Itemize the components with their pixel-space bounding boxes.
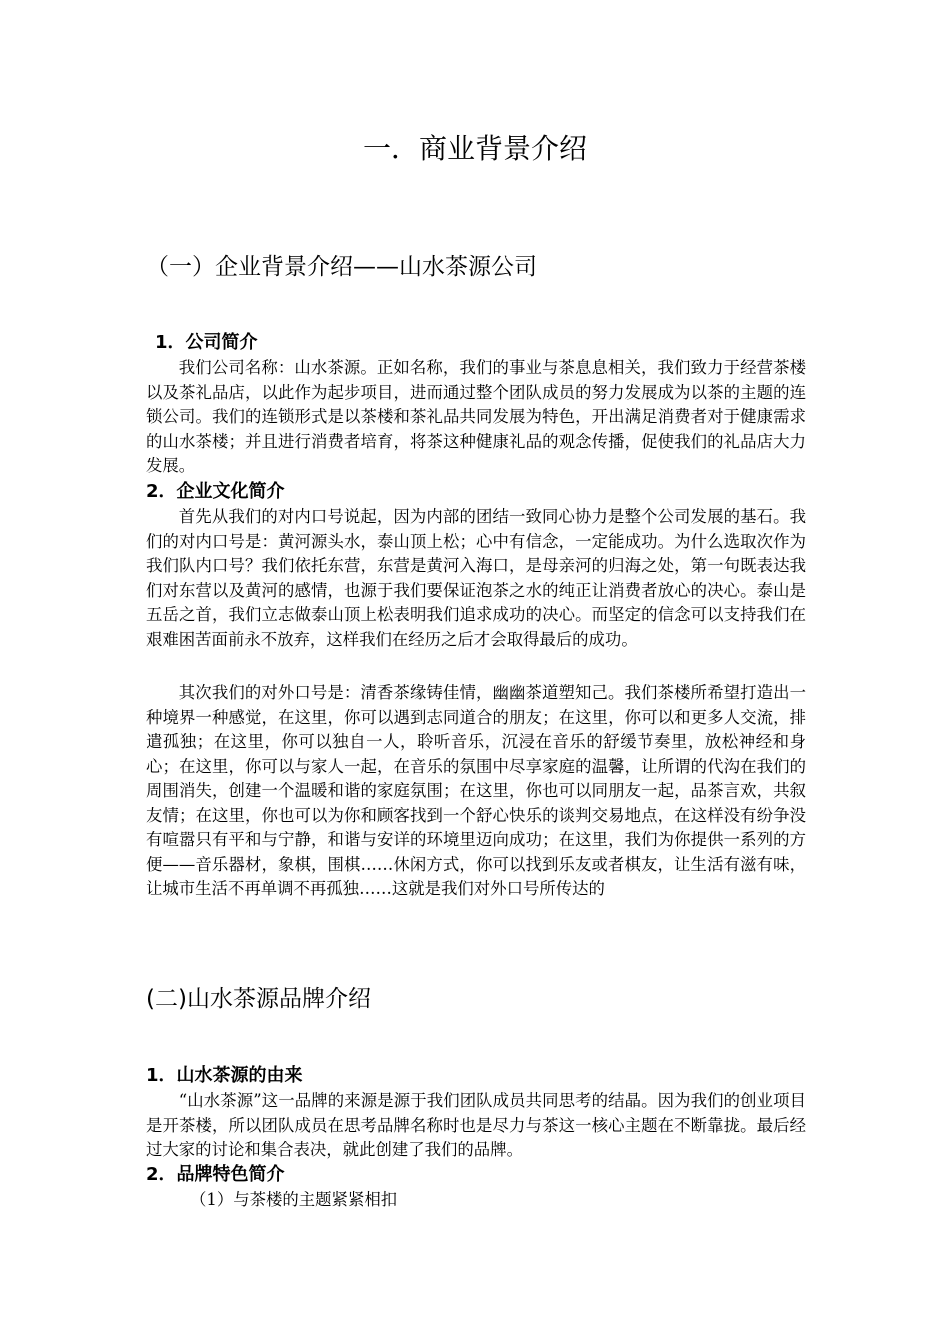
section-heading-brand: (二)山水茶源品牌介绍: [146, 986, 371, 1012]
paragraph-external-slogan: 其次我们的对外口号是：清香茶缘铸佳情，幽幽茶道塑知己。我们茶楼所希望打造出一种境界一种感觉，在这里，你可以遇到志同道合的朋友；在这里，你可以和更多人交流，排遣孤独；在这里，你可以独自一人，聆听音乐，沉浸在音乐的舒缓节奏里，放松神经和身心；在这里，你可以与家人一起，在音乐的氛围中尽享家庭的温馨，让所谓的代沟在我们的周围消失，创建一个温暖和谐的家庭氛围；在这里，你也可以同朋友一起，品茶言欢，共叙友情；在这里，你也可以为你和顾客找到一个舒心快乐的谈判交易地点，在这样没有纷争没有喧嚣只有平和与宁静，和谐与安详的环境里迈向成功；在这里，我们为你提供一系列的方便——音乐器材，象棋，围棋……休闲方式，你可以找到乐友或者棋友，让生活有滋有味，让城市生活不再单调不再孤独……这就是我们对外口号所传达的: [146, 683, 806, 898]
paragraph-internal-slogan: 首先从我们的对内口号说起，因为内部的团结一致同心协力是整个公司发展的基石。我们的对内口号是：黄河源头水，泰山顶上松；心中有信念，一定能成功。为什么选取次作为我们队内口号？我们依托东营，东营是黄河入海口，是母亲河的归海之处，第一句既表达我们对东营以及黄河的感情，也源于我们要保证泡茶之水的纯正让消费者放心的决心。泰山是五岳之首，我们立志做泰山顶上松表明我们追求成功的决心。而坚定的信念可以支持我们在艰难困苦面前永不放弃，这样我们在经历之后才会取得最后的成功。: [146, 507, 806, 649]
subheading-company-profile: 1．公司简介: [155, 332, 258, 353]
list-item-theme: （1）与茶楼的主题紧紧相扣: [190, 1190, 398, 1209]
paragraph-company-profile: 我们公司名称：山水茶源。正如名称，我们的事业与茶息息相关，我们致力于经营茶楼以及茶礼品店，以此作为起步项目，进而通过整个团队成员的努力发展成为以茶的主题的连锁公司。我们的连锁形式是以茶楼和茶礼品共同发展为特色，开出满足消费者对于健康需求的山水茶楼；并且进行消费者培育，将茶这种健康礼品的观念传播，促使我们的礼品店大力发展。: [146, 358, 806, 475]
subheading-brand-features: 2．品牌特色简介: [146, 1164, 285, 1185]
paragraph-brand-origin: “山水茶源”这一品牌的来源是源于我们团队成员共同思考的结晶。因为我们的创业项目是开茶楼，所以团队成员在思考品牌名称时也是尽力与茶这一核心主题在不断靠拢。最后经过大家的讨论和集合表决，就此创建了我们的品牌。: [146, 1091, 806, 1159]
subheading-brand-origin: 1．山水茶源的由来: [146, 1065, 303, 1086]
subheading-corporate-culture: 2．企业文化简介: [146, 481, 285, 502]
document-title: 一．商业背景介绍: [362, 132, 587, 165]
section-heading-company-background: （一）企业背景介绍——山水茶源公司: [146, 254, 537, 280]
